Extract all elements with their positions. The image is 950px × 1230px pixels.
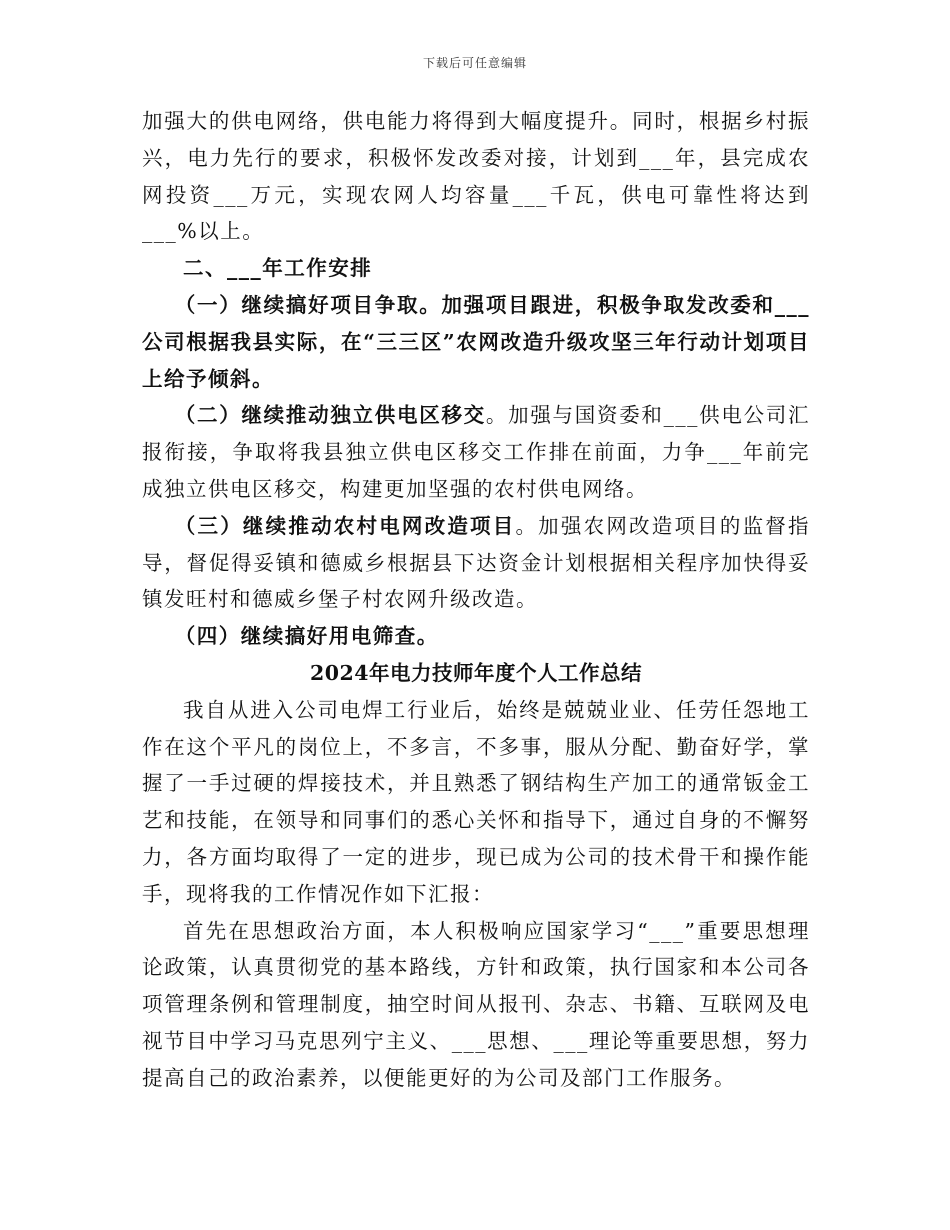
paragraph-political: 首先在思想政治方面，本人积极响应国家学习“___”重要思想理论政策，认真贯彻党的基本路线，方针和政策，执行国家和本公司各项管理条例和管理制度，抽空时间从报刊、杂志、书籍、互联网及电视节目中学习马克思列宁主义、___思想、___理论等重要思想，努力提高自己的政治素养，以便能更好的为公司及部门工作服务。 xyxy=(142,918,810,1090)
paragraph-power-grid: 加强大的供电网络，供电能力将得到大幅度提升。同时，根据乡村振兴，电力先行的要求，积极怀发改委对接，计划到___年，县完成农网投资___万元，实现农网人均容量___千瓦，供电可靠性将达到___%以上。 xyxy=(142,109,810,244)
item-power-screening: （四）继续搞好用电筛查。 xyxy=(174,624,439,649)
item-power-transfer-heading: （二）继续推动独立供电区移交 xyxy=(174,403,486,428)
paragraph-intro: 我自从进入公司电焊工行业后，始终是兢兢业业、任劳任怨地工作在这个平凡的岗位上，不多言，不多事，服从分配、勤奋好学，掌握了一手过硬的焊接技术，并且熟悉了钢结构生产加工的通常钣金工艺和技能，在领导和同事们的悉心关怀和指导下，通过自身的不懈努力，各方面均取得了一定的进步，现已成为公司的技术骨干和操作能手，现将我的工作情况作如下汇报： xyxy=(142,697,810,906)
item-project-striving: （一）继续搞好项目争取。加强项目跟进，积极争取发改委和___公司根据我县实际，在“三三区”农网改造升级攻坚三年行动计划项目上给予倾斜。 xyxy=(142,292,810,391)
item-rural-grid-heading: （三）继续推动农村电网改造项目 xyxy=(174,513,516,538)
document-body xyxy=(142,103,810,1097)
item-power-transfer xyxy=(142,397,810,507)
section-heading-work-plan: 二、___年工作安排 xyxy=(183,256,373,281)
item-power-transfer-body: 。加强与国资委和___供电公司汇报衔接，争取将我县独立供电区移交工作排在前面，力争___年前完成独立供电区移交，构建更加坚强的农村供电网络。 xyxy=(142,403,811,501)
page-header: 下载后可任意编辑 xyxy=(422,56,527,70)
item-rural-grid-body: 。加强农网改造项目的监督指导，督促得妥镇和德威乡根据县下达资金计划根据相关程序加快得妥镇发旺村和德威乡堡子村农网升级改造。 xyxy=(142,513,811,612)
item-rural-grid xyxy=(142,508,810,618)
document-title: 2024年电力技师年度个人工作总结 xyxy=(309,660,643,685)
